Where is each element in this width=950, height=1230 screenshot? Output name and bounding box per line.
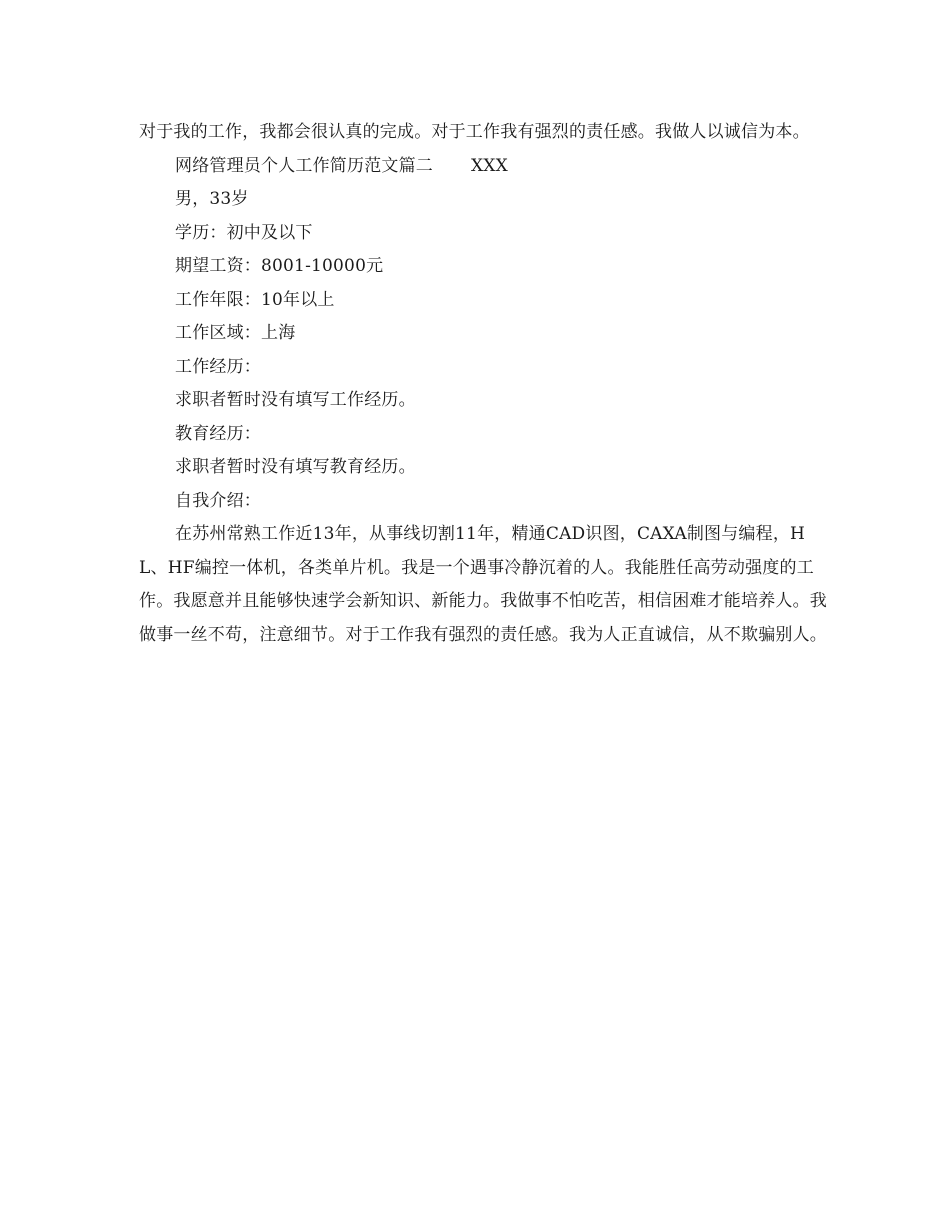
self-heading: 自我介绍： [175,490,261,511]
resume-title: 网络管理员个人工作简历范文篇二 [175,155,433,176]
gender-age: 男，33岁 [175,189,249,209]
field-salary: 期望工资：8001-10000元 [175,256,384,276]
work-text: 求职者暂时没有填写工作经历。 [175,390,416,410]
edu-heading: 教育经历： [175,423,261,444]
resume-title-line [139,150,829,184]
resume-name: XXX [471,155,508,176]
field-region: 工作区域：上海 [175,323,296,343]
intro-paragraph: 对于我的工作，我都会很认真的完成。对于工作我有强烈的责任感。我做人以诚信为本。 [139,122,810,142]
field-education: 学历：初中及以下 [175,222,313,243]
work-heading: 工作经历： [175,356,261,377]
field-years: 工作年限：10年以上 [175,289,335,310]
self-text: 在苏州常熟工作近13年，从事线切割11年，精通CAD识图，CAXA制图与编程，HL、HF编控一体机，各类单片机。我是一个遇事冷静沉着的人。我能胜任高劳动强度的工作。我愿意并且能够快速学会新知识、新能力。我做事不怕吃苦，相信困难才能培养人。我做事一丝不苟，注意细节。对于工作我有强烈的责任感。我为人正直诚信，从不欺骗别人。 [139,524,827,645]
edu-text: 求职者暂时没有填写教育经历。 [175,457,416,477]
document-page [139,116,829,652]
